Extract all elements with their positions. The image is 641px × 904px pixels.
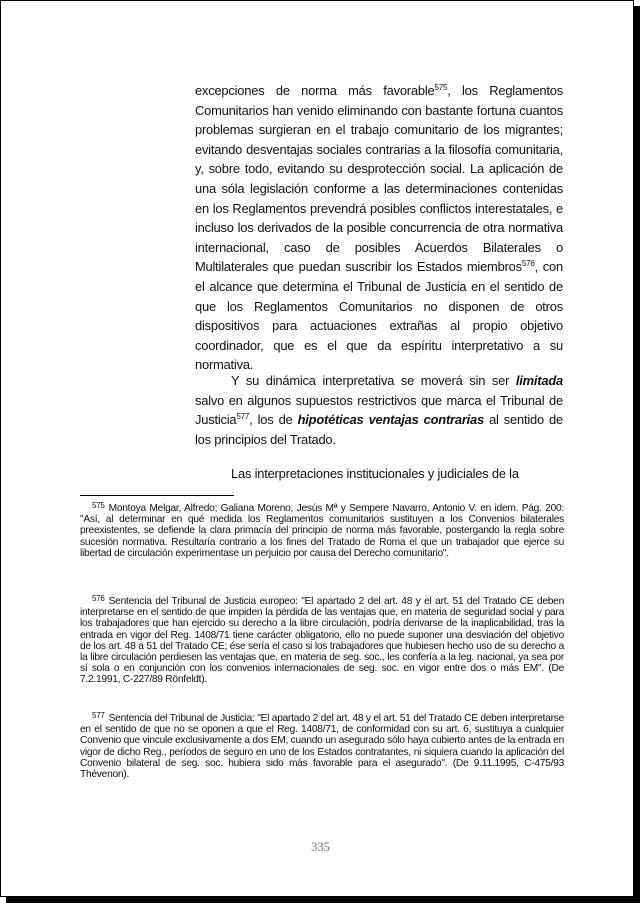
footnote-number: 577 bbox=[92, 711, 105, 720]
paragraph-text: Y su dinámica interpretativa se moverá sin ser bbox=[231, 373, 516, 388]
paragraph-text: al sentido de los principios del Tratado. bbox=[195, 412, 564, 447]
footnote-576 bbox=[80, 596, 564, 686]
footnote-text: Sentencia del Tribunal de Justicia: "El apartado 2 del art. 48 y el art. 51 del Tratado CE deben interpretarse en el sentido de que no se oponen a que el Reg. 1408/71, de conformidad con su art. 6, sustituya a cualquier Convenio que vincule exclusivamente a dos EM, cuando un asegurado sólo haya cubierto antes de la entrada en vigor de dicho Reg., períodos de seguro en uno de los Estados contratantes, ni siquiera cuando la aplicación del Convenio bilateral de seg. soc. hubiera sido más favorable para el asegurado". (De 9.11.1995, C-475/93 Thévenon). bbox=[80, 713, 564, 781]
emphasis-text: limitada bbox=[515, 373, 563, 388]
footnote-575 bbox=[80, 503, 564, 559]
page-number: 335 bbox=[311, 840, 330, 854]
paragraph-text: Las interpretaciones institucionales y judiciales de la bbox=[231, 466, 519, 481]
body-paragraph-2 bbox=[195, 371, 563, 449]
paragraph-text: , los Reglamentos Comunitarios han venido eliminando con bastante fortuna cuantos problemas surgieran en el trabajo comunitario de los migrantes; evitando desventajas sociales contrarias a la filosofía comunitaria, y, sobre todo, evitando su desprotección social. La aplicación de una sóla legislación conforme a las determinaciones contenidas en los Reglamentos prevendrá posibles conflictos interestatales, e incluso los derivados de la posible concurrencia de otra normativa internacional, caso de posibles Acuerdos Bilaterales o Multilaterales que puedan suscribir los Estados miembros bbox=[195, 83, 563, 275]
footnote-text: Montoya Melgar, Alfredo; Galiana Moreno, Jesús Mª y Sempere Navarro, Antonio V. en idem. Pág. 200: "Así, al determinar en qué medida los Reglamentos comunitarios sustituyen a los Convenios bilaterales preexistentes, se defiende la clara primacía del principio de norma más favorable, postergando la regla sobre sucesión normativa. Resultaría contrario a los fines del Tratado de Roma el que un trabajador que ejerce su libertad de circulación experimentase un perjuicio por causa del Derecho comunitario". bbox=[80, 503, 564, 559]
body-paragraph-1 bbox=[195, 81, 563, 375]
paragraph-text: , con el alcance que determina el Tribunal de Justicia en el sentido de que los Reglamentos Comunitarios no disponen de otros dispositivos para actuaciones extrañas al propio objetivo coordinador, que es el que da espíritu interpretativo a su normativa. bbox=[195, 259, 563, 373]
footnote-ref-576[interactable]: 576 bbox=[521, 259, 535, 269]
footnote-separator bbox=[80, 495, 234, 496]
footnote-577 bbox=[80, 713, 564, 780]
paragraph-text: , los de bbox=[249, 412, 298, 428]
paragraph-text: salvo en algunos supuestos restrictivos que marca el Tribunal de Justicia bbox=[195, 392, 563, 428]
paragraph-text: excepciones de norma más favorable bbox=[195, 83, 435, 98]
footnote-ref-575[interactable]: 575 bbox=[434, 83, 448, 92]
emphasis-text: hipotéticas ventajas contrarias bbox=[297, 412, 484, 428]
footnote-number: 576 bbox=[92, 594, 105, 603]
footnote-ref-577[interactable]: 577 bbox=[236, 412, 250, 422]
footnote-text: Sentencia del Tribunal de Justicia europeo: "El apartado 2 del art. 48 y el art. 51 del Tratado CE deben interpretarse en el sentido de que impiden la pérdida de las ventajas que, en materia de seguridad social y para los trabajadores que han ejercido su derecho a la libre circulación, podría derivarse de la inaplicabilidad, tras la entrada en vigor del Reg. 1408/71 tiene carácter obligatorio, ello no puede suponer una desviación del objetivo de los art. 48 a 51 del Tratado CE; ése sería el caso si los trabajadores que hubiesen hecho uso de su derecho a la libre circulación perdiesen las ventajas que, en materia de seg. soc., les confería a la leg. nacional, ya sea por sí sola o en conjunción con los convenios internacionales de seg. soc. en vigor entre dos o más EM". (De 7.2.1991, C-227/89 Rönfeldt). bbox=[80, 596, 564, 686]
footnote-number: 575 bbox=[92, 501, 105, 510]
body-paragraph-3 bbox=[195, 464, 563, 484]
